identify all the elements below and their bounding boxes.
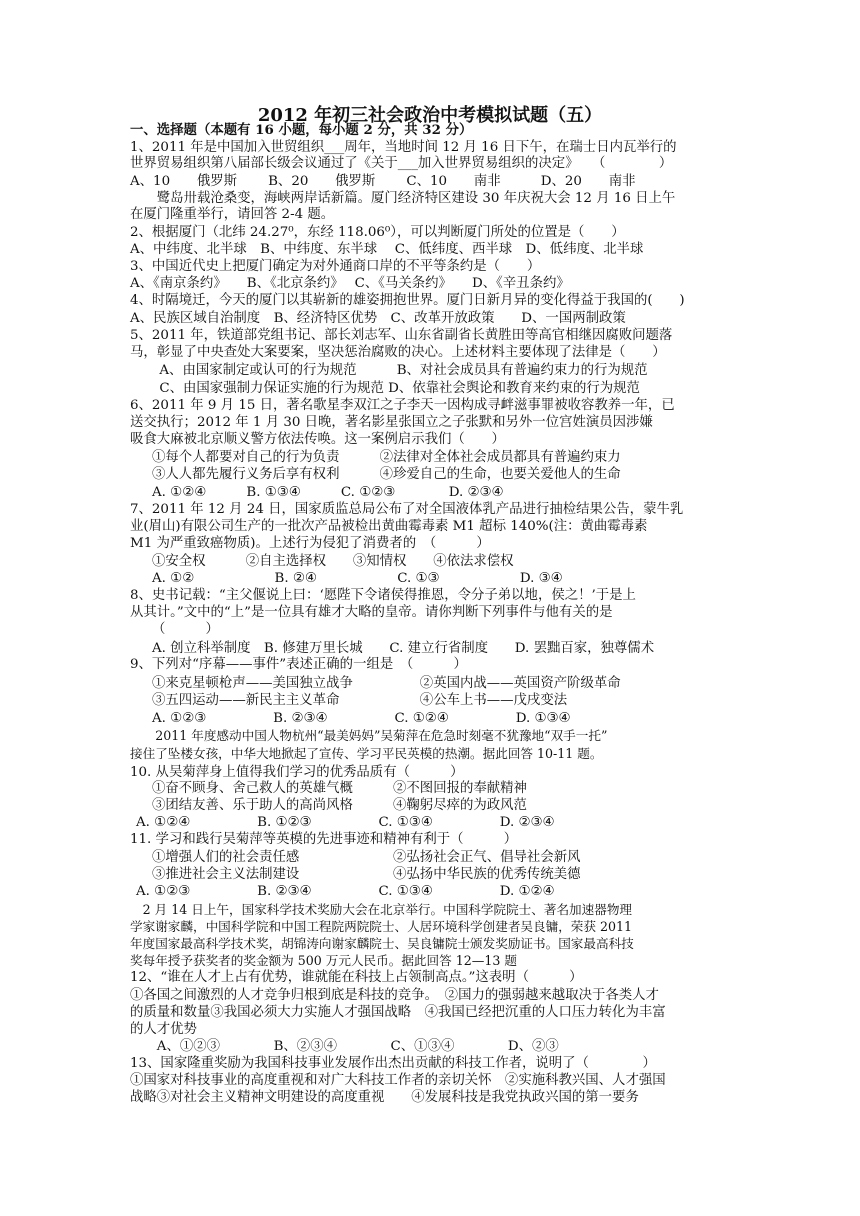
text-line: A. ①②③ B. ②③④ C. ①②④ D. ①③④	[152, 711, 571, 726]
text-line: A、民族区域自治制度 B、经济特区优势 C、改革开放政策 D、一国两制政策	[130, 311, 626, 326]
text-line: ①各国之间激烈的人才竞争归根到底是科技的竞争。 ②国力的强弱越来越取决于各类人才	[130, 988, 659, 1003]
text-line: M1 为严重致癌物质)。上述行为侵犯了消费者的 （ ）	[130, 536, 490, 551]
text-line: A. ①②④ B. ①②③ C. ①③④ D. ②③④	[136, 815, 555, 830]
text-line: 4、时隔境迁，今天的厦门以其崭新的雄姿拥抱世界。厦门日新月异的变化得益于我国的( )	[130, 293, 685, 308]
text-line: 5、2011 年，铁道部党组书记、部长刘志军、山东省副省长黄胜田等高官相继因腐败问题落	[130, 328, 673, 343]
text-line: 3、中国近代史上把厦门确定为对外通商口岸的不平等条约是（ ）	[130, 259, 541, 274]
text-line: A. ①② B. ②④ C. ①③ D. ③④	[152, 571, 563, 586]
text-line: ①来克星顿枪声——美国独立战争 ②英国内战——英国资产阶级革命	[152, 676, 621, 691]
text-line: 鹭岛卅载沧桑变，海峡两岸话新篇。厦门经济特区建设 30 年庆祝大会 12 月 16 日上午	[130, 191, 676, 206]
text-line: ①国家对科技事业的高度重视和对广大科技工作者的亲切关怀 ②实施科教兴国、人才强国	[130, 1073, 666, 1088]
text-line: ③推进社会主义法制建设 ④弘扬中华民族的优秀传统美德	[152, 867, 581, 882]
text-line: 接住了坠楼女孩，中华大地掀起了宣传、学习平民英模的热潮。据此回答 10-11 题。	[130, 746, 603, 761]
text-line: 的人才优势	[130, 1022, 197, 1037]
text-line: 年度国家最高科学技术奖，胡锦涛向谢家麟院士、吴良镛院士颁发奖励证书。国家最高科技	[130, 936, 634, 951]
text-line: 战略③对社会主义精神文明建设的高度重视 ④发展科技是我党执政兴国的第一要务	[130, 1090, 639, 1105]
text-line: 送交执行；2012 年 1 月 30 日晚，著名影星张国立之子张默和另外一位宫姓演员因涉嫌	[130, 415, 653, 430]
text-line: 业(眉山)有限公司生产的一批次产品被检出黄曲霉毒素 M1 超标 140%(注：黄曲霉毒素	[130, 519, 648, 534]
text-line: 12、“谁在人才上占有优势，谁就能在科技上占领制高点。”这表明（ ）	[130, 970, 583, 985]
text-line: 一、选择题（本题有 16 小题，每小题 2 分，共 32 分）	[130, 122, 473, 138]
text-line: 11. 学习和践行吴菊萍等英模的先进事迹和精神有利于（ ）	[130, 832, 518, 847]
text-line: 2、根据厦门（北纬 24.27⁰，东经 118.06⁰），可以判断厦门所处的位置是（ ）	[130, 225, 625, 240]
text-line: 的质量和数量③我国必须大力实施人才强国战略 ④我国已经把沉重的人口压力转化为丰富	[130, 1005, 666, 1020]
text-line: A、①②③ B、②③④ C、①③④ D、②③	[130, 1039, 559, 1054]
text-line: A. ①②③ B. ②③④ C. ①③④ D. ①②④	[136, 884, 555, 899]
text-line: ③五四运动——新民主主义革命 ④公车上书——戊戌变法	[152, 693, 568, 708]
text-line: 9、下列对“序幕——事件”表述正确的一组是 （ ）	[130, 657, 467, 672]
text-line: 奖每年授予获奖者的奖金额为 500 万元人民币。据此回答 12—13 题	[130, 953, 517, 968]
text-line: ③团结友善、乐于助人的高尚风格 ④鞠躬尽瘁的为政风范	[152, 798, 527, 813]
text-line: A、《南京条约》 B、《北京条约》 C、《马关条约》 D、《辛丑条约》	[130, 276, 570, 291]
text-line: 学家谢家麟，中国科学院和中国工程院两院院士、人居环境科学创建者吴良镛，荣获 2011	[130, 919, 633, 934]
text-line: 1、2011 年是中国加入世贸组织___周年，当地时间 12 月 16 日下午，在瑞士日内瓦举行的	[130, 140, 677, 155]
text-line: A. 创立科举制度 B. 修建万里长城 C. 建立行省制度 D. 罢黜百家，独尊儒术	[152, 641, 655, 656]
text-line: 10. 从吴菊萍身上值得我们学习的优秀品质有（ ）	[130, 765, 464, 780]
text-line: A、中纬度、北半球 B、中纬度、东半球 C、低纬度、西半球 D、低纬度、北半球	[130, 242, 644, 257]
exam-title: 2012 年初三社会政治中考模拟试题（五）	[257, 105, 603, 126]
text-line: ①安全权 ②自主选择权 ③知情权 ④依法求偿权	[152, 554, 514, 569]
text-line: A、10 俄罗斯 B、20 俄罗斯 C、10 南非 D、20 南非	[130, 174, 636, 189]
text-line: A、由国家制定或认可的行为规范 B、对社会成员具有普遍约束力的行为规范	[146, 363, 648, 378]
text-line: ①奋不顾身、舍己救人的英雄气概 ②不图回报的奉献精神	[152, 781, 527, 796]
text-line: ③人人都先履行义务后享有权利 ④珍爱自己的生命，也要关爱他人的生命	[152, 467, 621, 482]
text-line: 8、史书记载：“主父偃说上曰：‘愿陛下令诸侯得推恩，令分子弟以地，侯之！’于是上	[130, 588, 636, 603]
text-line: 在厦门隆重举行，请回答 2-4 题。	[130, 207, 335, 222]
text-line: 马，彰显了中央查处大案要案，坚决惩治腐败的决心。上述材料主要体现了法律是（ ）	[130, 345, 666, 360]
text-line: ①每个人都要对自己的行为负责 ②法律对全体社会成员都具有普遍约束力	[152, 450, 621, 465]
text-line: 6、2011 年 9 月 15 日，著名歌星李双江之子李天一因构成寻衅滋事罪被收容教养一年，已	[130, 398, 675, 413]
text-line: 吸食大麻被北京顺义警方依法传唤。这一案例启示我们（ ）	[130, 432, 505, 447]
text-line: 2011 年度感动中国人物杭州“最美妈妈”吴菊萍在危急时刻毫不犹豫地“双手一托”	[130, 728, 608, 743]
text-line: ①增强人们的社会责任感 ②弘扬社会正气、倡导社会新风	[152, 850, 581, 865]
text-line: C、由国家强制力保证实施的行为规范 D、依靠社会舆论和教育来约束的行为规范	[146, 381, 640, 396]
text-line: （ ）	[152, 622, 219, 637]
text-line: 2 月 14 日上午，国家科学技术奖励大会在北京举行。中国科学院院士、著名加速器物理	[130, 902, 633, 917]
text-line: 从其计。”文中的“上”是一位具有雄才大略的皇帝。请你判断下列事件与他有关的是	[130, 605, 613, 620]
text-line: 7、2011 年 12 月 24 日，国家质监总局公布了对全国液体乳产品进行抽检结果公告，蒙牛乳	[130, 502, 684, 517]
text-line: A. ①②④ B. ①③④ C. ①②③ D. ②③④	[152, 485, 504, 500]
text-line: 世界贸易组织第八届部长级会议通过了《关于___加入世界贸易组织的决定》 （ ）	[130, 156, 673, 171]
text-line: 13、国家隆重奖励为我国科技事业发展作出杰出贡献的科技工作者，说明了（ ）	[130, 1056, 656, 1071]
